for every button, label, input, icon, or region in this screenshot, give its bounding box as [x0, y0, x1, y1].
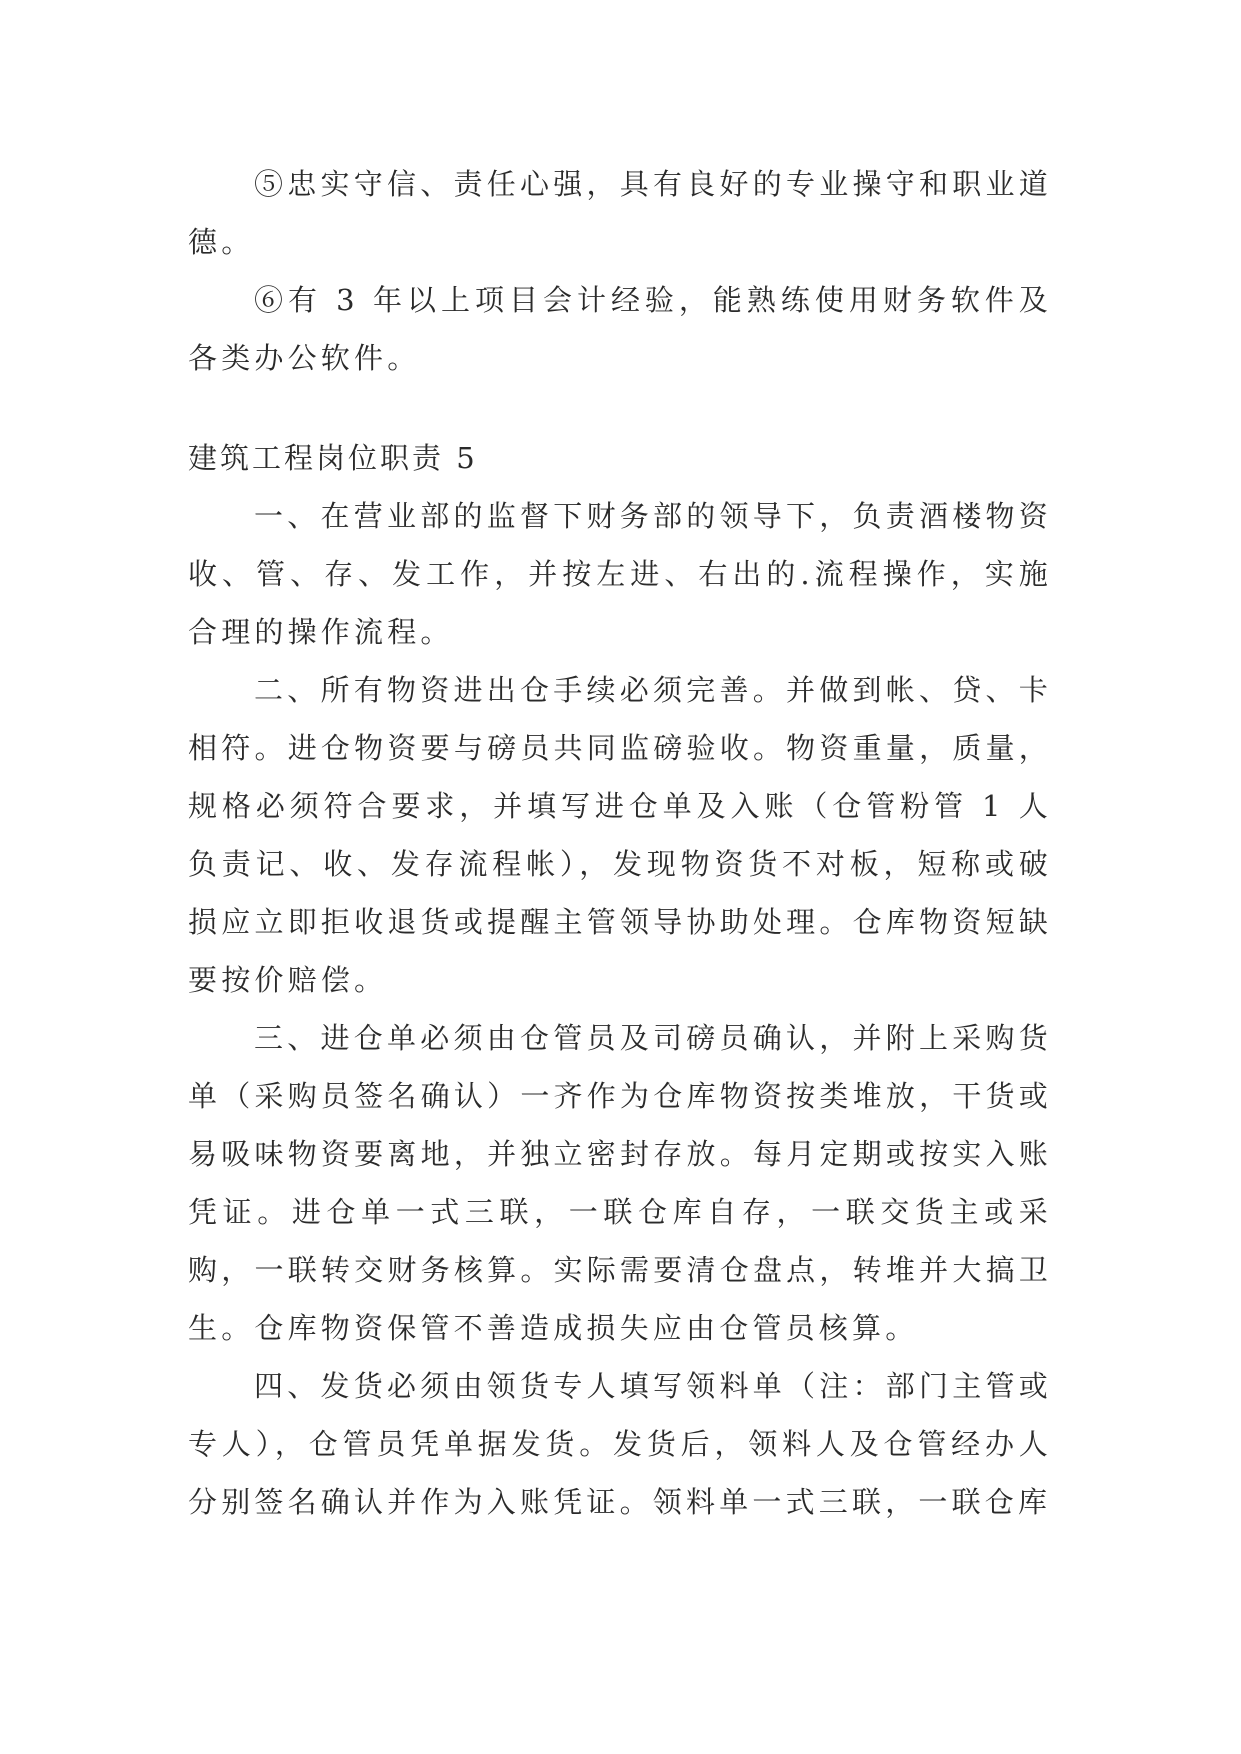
paragraph-duty-2: 二、所有物资进出仓手续必须完善。并做到帐、贷、卡相符。进仓物资要与磅员共同监磅验收。物资重量，质量，规格必须符合要求，并填写进仓单及入账（仓管粉管 1 人负责记、收、发存流程帐），发现物资货不对板，短称或破损应立即拒收退货或提醒主管领导协助处理。仓库物资短缺要按价赔偿。: [188, 673, 1052, 997]
section-spacer: [188, 387, 1052, 429]
paragraph-duty-1: 一、在营业部的监督下财务部的领导下，负责酒楼物资收、管、存、发工作，并按左进、右出的.流程操作，实施合理的操作流程。: [188, 499, 1052, 649]
paragraph-requirement-5: ⑤忠实守信、责任心强，具有良好的专业操守和职业道德。: [188, 167, 1052, 259]
section-title: 建筑工程岗位职责 5: [188, 441, 478, 475]
paragraph-duty-4: 四、发货必须由领货专人填写领料单（注：部门主管或专人），仓管员凭单据发货。发货后，领料人及仓管经办人分别签名确认并作为入账凭证。领料单一式三联，一联仓库: [188, 1369, 1052, 1519]
paragraph-requirement-6: ⑥有 3 年以上项目会计经验，能熟练使用财务软件及各类办公软件。: [188, 283, 1052, 375]
document-body: [188, 155, 1052, 1531]
paragraph-duty-3: 三、进仓单必须由仓管员及司磅员确认，并附上采购货单（采购员签名确认）一齐作为仓库物资按类堆放，干货或易吸味物资要离地，并独立密封存放。每月定期或按实入账凭证。进仓单一式三联，一联仓库自存，一联交货主或采购，一联转交财务核算。实际需要清仓盘点，转堆并大搞卫生。仓库物资保管不善造成损失应由仓管员核算。: [188, 1021, 1052, 1345]
